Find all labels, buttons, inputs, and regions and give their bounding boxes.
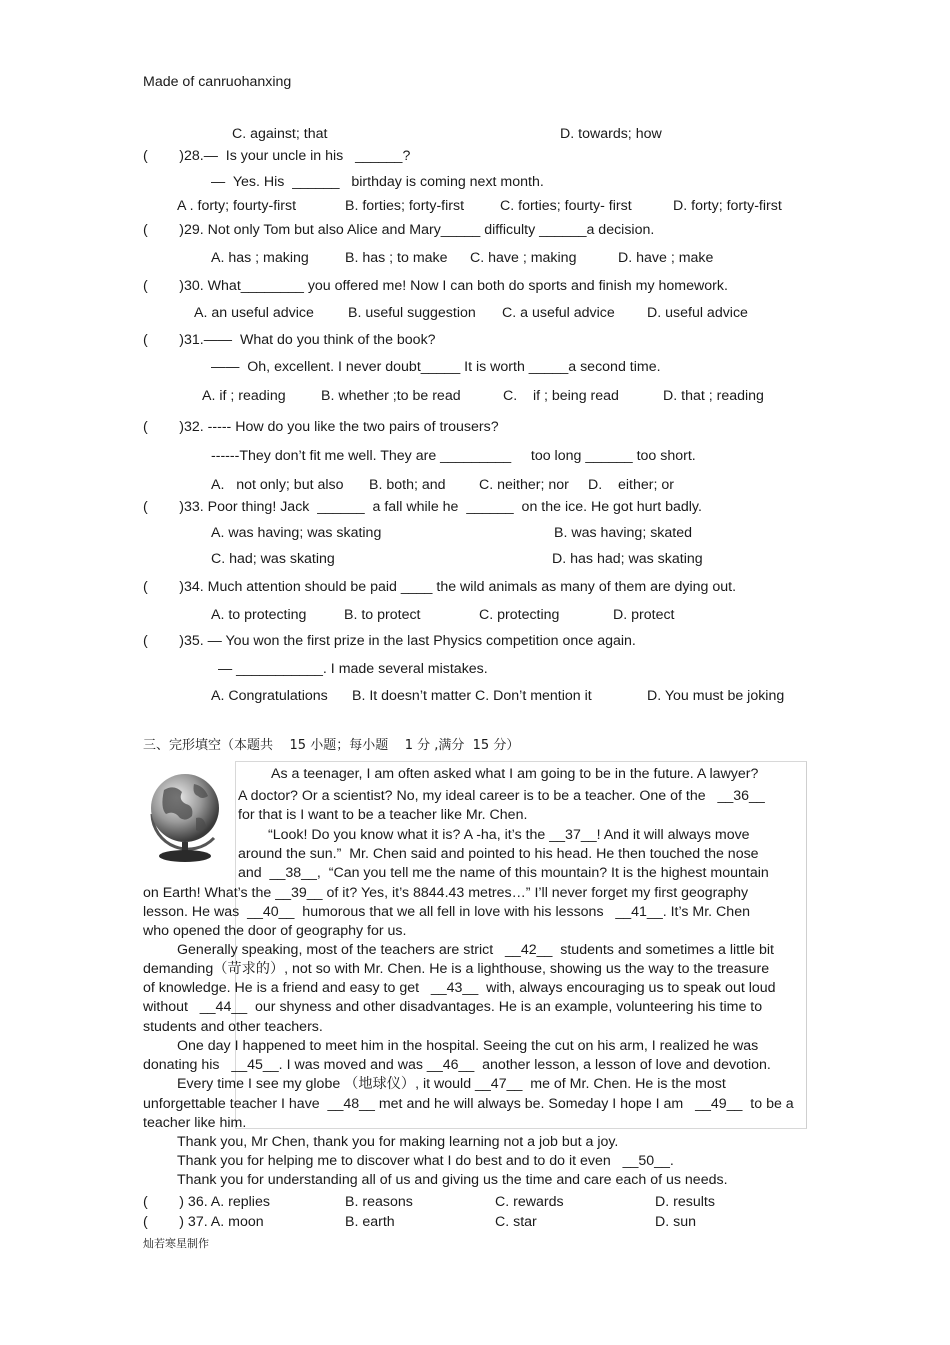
section-title: 三、完形填空（本题共 15 小题；每小题 1 分 ,满分 15 分） — [143, 738, 520, 753]
passage-line: Generally speaking, most of the teachers are strict __42__ students and sometimes a little bit — [177, 942, 774, 958]
option-b: B. useful suggestion — [348, 305, 476, 321]
option-a: A. if ; reading — [202, 388, 286, 404]
passage-line: demanding（苛求的）, not so with Mr. Chen. He is a lighthouse, showing us the way to the treasure — [143, 961, 770, 977]
option-c: C. forties; fourty- first — [500, 198, 632, 214]
option-d: D. protect — [613, 607, 675, 623]
option-d: D. You must be joking — [647, 688, 785, 704]
passage-line: without __44__ our shyness and other disadvantages. He is an example, volunteering his time to — [143, 999, 763, 1015]
option-b: B. whether ;to be read — [321, 388, 461, 404]
option-b: B. reasons — [345, 1194, 413, 1210]
passage-line: who opened the door of geography for us. — [143, 923, 407, 939]
passage-line: around the sun.” Mr. Chen said and pointed to his head. He then touched the nose — [238, 846, 759, 862]
passage-line: One day I happened to meet him in the hospital. Seeing the cut on his arm, I realized he was — [177, 1038, 759, 1054]
option-d: D. sun — [655, 1214, 697, 1230]
option-d: D. have ; make — [618, 250, 714, 266]
passage-line: donating his __45__. I was moved and was __46__ another lesson, a lesson of love and devotion. — [143, 1057, 771, 1073]
question-line: D. towards; how — [560, 126, 662, 142]
question-line: ------They don’t fit me well. They are _________ too long ______ too short. — [211, 448, 696, 464]
option-c: C. protecting — [479, 607, 560, 623]
option-d: D. has had; was skating — [552, 551, 703, 567]
option-row-36: ( ) 36. A. replies — [143, 1194, 270, 1210]
option-bc: B. It doesn’t matter C. Don’t mention it — [352, 688, 592, 704]
passage-line: Thank you for helping me to discover what I do best and to do it even __50__. — [177, 1153, 674, 1169]
option-b: B. both; and — [369, 477, 446, 493]
passage-line: and __38__, “Can you tell me the name of this mountain? It is the highest mountain — [238, 865, 769, 881]
option-c: C. star — [495, 1214, 537, 1230]
option-c: C. a useful advice — [502, 305, 615, 321]
question-33: ( )33. Poor thing! Jack ______ a fall while he ______ on the ice. He got hurt badly. — [143, 499, 702, 515]
question-line: — Yes. His ______ birthday is coming next month. — [211, 174, 544, 190]
question-32: ( )32. ----- How do you like the two pairs of trousers? — [143, 419, 499, 435]
passage-line: students and other teachers. — [143, 1019, 323, 1035]
option-b: B. earth — [345, 1214, 395, 1230]
question-29: ( )29. Not only Tom but also Alice and Mary_____ difficulty ______a decision. — [143, 222, 655, 238]
globe-icon — [142, 766, 228, 866]
option-b: B. to protect — [344, 607, 421, 623]
passage-line: Thank you for understanding all of us and giving us the time and care each of us needs. — [177, 1172, 728, 1188]
question-line: —— Oh, excellent. I never doubt_____ It is worth _____a second time. — [211, 359, 661, 375]
passage-line: Thank you, Mr Chen, thank you for making learning not a job but a joy. — [177, 1134, 619, 1150]
question-31: ( )31.—— What do you think of the book? — [143, 332, 436, 348]
option-a: A. Congratulations — [211, 688, 328, 704]
question-34: ( )34. Much attention should be paid ____ the wild animals as many of them are dying out. — [143, 579, 737, 595]
footer-credit: 灿若寒星制作 — [143, 1237, 209, 1250]
passage-line: As a teenager, I am often asked what I am going to be in the future. A lawyer? — [271, 766, 759, 782]
passage-line: Every time I see my globe （地球仪）, it would __47__ me of Mr. Chen. He is the most — [177, 1076, 726, 1092]
question-line: C. against; that — [232, 126, 328, 142]
option-d: D. useful advice — [647, 305, 748, 321]
question-line: — ___________. I made several mistakes. — [218, 661, 488, 677]
option-c: C. if ; being read — [503, 388, 619, 404]
passage-line: A doctor? Or a scientist? No, my ideal career is to be a teacher. One of the __36__ — [238, 788, 765, 804]
option-c: C. neither; nor — [479, 477, 569, 493]
option-c: C. have ; making — [470, 250, 577, 266]
passage-line: on Earth! What’s the __39__ of it? Yes, it’s 8844.43 metres…” I’ll never forget my first geography — [143, 885, 749, 901]
passage-line: lesson. He was __40__ humorous that we all fell in love with his lessons __41__. It’s Mr. Chen — [143, 904, 750, 920]
option-d: D. forty; forty-first — [673, 198, 782, 214]
header-made-of: Made of canruohanxing — [143, 74, 292, 90]
option-d: D. either; or — [588, 477, 674, 493]
option-d: D. results — [655, 1194, 715, 1210]
passage-line: “Look! Do you know what it is? A -ha, it’s the __37__! And it will always move — [268, 827, 750, 843]
passage-line: teacher like him. — [143, 1115, 247, 1131]
passage-line: of knowledge. He is a friend and easy to get __43__ with, always encouraging us to speak out loud — [143, 980, 776, 996]
question-28: ( )28.— Is your uncle in his ______? — [143, 148, 411, 164]
option-a: A. to protecting — [211, 607, 307, 623]
option-a: A. was having; was skating — [211, 525, 382, 541]
option-b: B. has ; to make — [345, 250, 448, 266]
passage-line: for that is I want to be a teacher like Mr. Chen. — [238, 807, 528, 823]
option-d: D. that ; reading — [663, 388, 764, 404]
option-c: C. had; was skating — [211, 551, 335, 567]
question-30: ( )30. What________ you offered me! Now I can both do sports and finish my homework. — [143, 278, 728, 294]
option-a: A. has ; making — [211, 250, 309, 266]
option-c: C. rewards — [495, 1194, 564, 1210]
option-a: A . forty; fourty-first — [177, 198, 297, 214]
option-row-37: ( ) 37. A. moon — [143, 1214, 264, 1230]
passage-line: unforgettable teacher I have __48__ met and he will always be. Someday I hope I am __49__ to be a — [143, 1096, 794, 1112]
option-a: A. not only; but also — [211, 477, 344, 493]
question-35: ( )35. — You won the first prize in the last Physics competition once again. — [143, 633, 636, 649]
option-b: B. was having; skated — [554, 525, 693, 541]
option-b: B. forties; forty-first — [345, 198, 465, 214]
option-a: A. an useful advice — [194, 305, 314, 321]
